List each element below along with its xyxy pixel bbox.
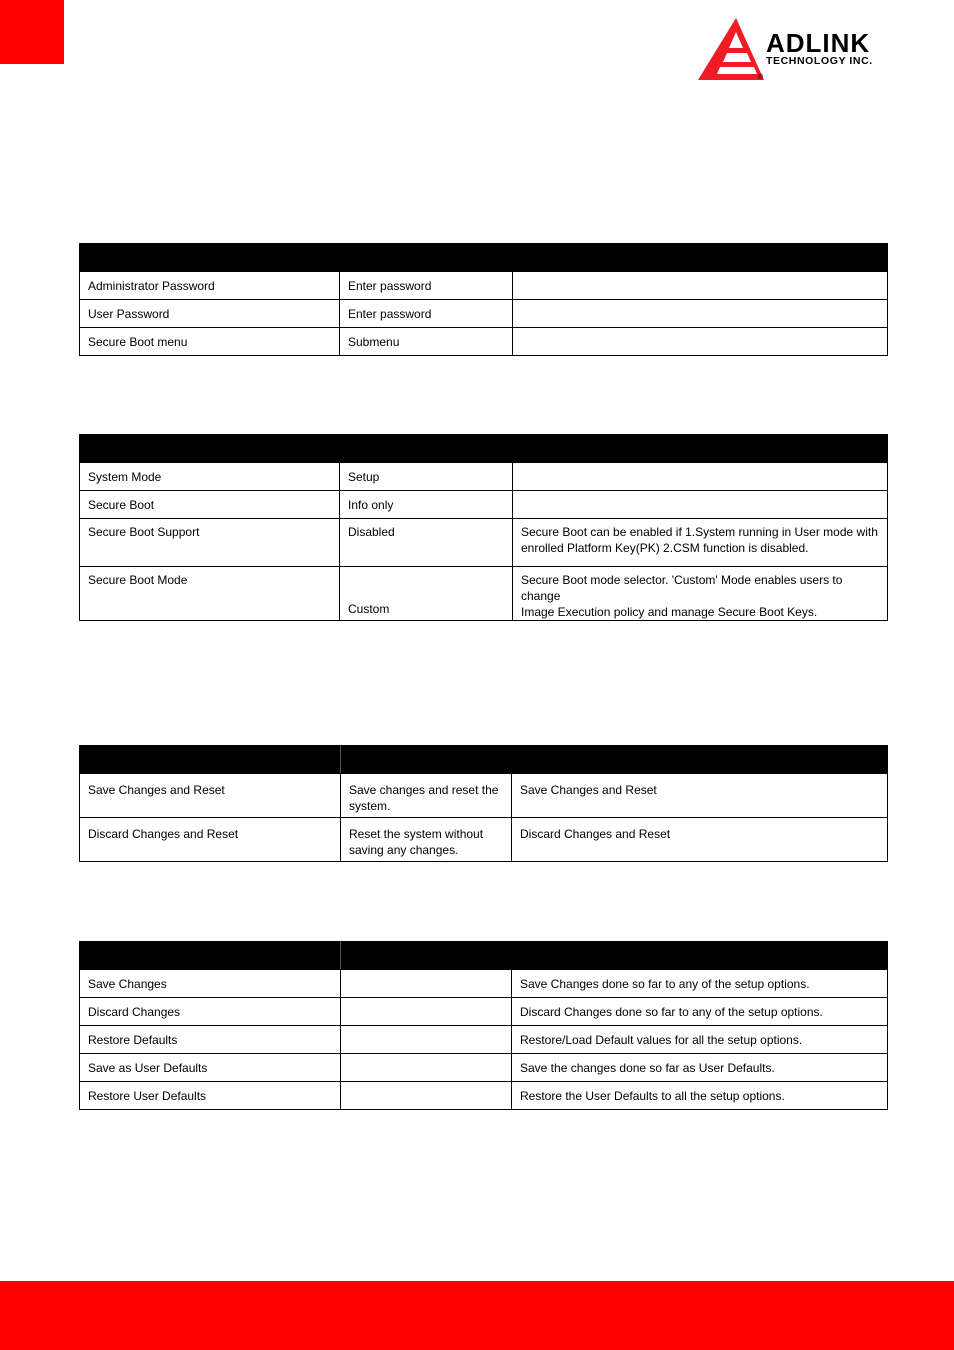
description-cell: Restore/Load Default values for all the setup options. [512, 1026, 888, 1054]
table-header [80, 746, 341, 774]
item-cell: Secure Boot Mode [80, 567, 340, 621]
table-row [80, 998, 888, 1026]
secure-boot-table [79, 434, 888, 621]
option-cell: Info only [340, 491, 513, 519]
description-cell [513, 300, 888, 328]
header-red-block [0, 0, 64, 64]
adlink-logo [696, 18, 908, 84]
table-row [80, 463, 888, 491]
option-cell: Enter password [340, 272, 513, 300]
description-cell: Restore the User Defaults to all the setup options. [512, 1082, 888, 1110]
option-cell [341, 818, 512, 862]
option-cell [341, 998, 512, 1026]
brand-tagline: TECHNOLOGY INC. [766, 55, 873, 67]
save-reset-table [79, 745, 888, 862]
table-row [80, 818, 888, 862]
table-row [80, 1054, 888, 1082]
item-cell: Administrator Password [80, 272, 340, 300]
option-cell [341, 774, 512, 818]
table-row [80, 300, 888, 328]
option-cell [341, 1054, 512, 1082]
table-row [80, 328, 888, 356]
table-header [80, 435, 888, 463]
item-cell: Secure Boot menu [80, 328, 340, 356]
item-cell: User Password [80, 300, 340, 328]
description-cell [513, 463, 888, 491]
security-table [79, 243, 888, 356]
option-line: system. [349, 799, 391, 813]
save-options-table [79, 941, 888, 1110]
item-cell: System Mode [80, 463, 340, 491]
table-header [80, 942, 341, 970]
brand-name: ADLINK [766, 28, 871, 58]
option-cell [341, 1082, 512, 1110]
item-cell: Save as User Defaults [80, 1054, 341, 1082]
option-line: Reset the system without [349, 827, 484, 841]
registered-mark: ® [758, 74, 764, 81]
table-row [80, 1026, 888, 1054]
table-row [80, 1082, 888, 1110]
option-cell: Disabled [340, 519, 513, 567]
table-header-row [80, 942, 888, 970]
table-row [80, 567, 888, 621]
table-header-row [80, 746, 888, 774]
description-cell: Discard Changes and Reset [512, 818, 888, 862]
item-cell: Restore User Defaults [80, 1082, 341, 1110]
option-cell: Setup [340, 463, 513, 491]
table-header [80, 244, 888, 272]
option-line: Save changes and reset the [349, 783, 499, 797]
adlink-triangle-icon [696, 18, 766, 84]
item-cell: Save Changes [80, 970, 341, 998]
item-cell: Discard Changes and Reset [80, 818, 341, 862]
option-cell [341, 1026, 512, 1054]
option-cell [341, 970, 512, 998]
description-cell [513, 491, 888, 519]
item-cell: Restore Defaults [80, 1026, 341, 1054]
description-line: Secure Boot can be enabled if 1.System running in User mode with [521, 525, 878, 539]
table-header-row [80, 435, 888, 463]
footer-red-bar [0, 1281, 954, 1350]
table-row [80, 970, 888, 998]
description-cell: Save the changes done so far as User Defaults. [512, 1054, 888, 1082]
table-row [80, 774, 888, 818]
option-cell: Submenu [340, 328, 513, 356]
table-row [80, 272, 888, 300]
description-cell: Save Changes done so far to any of the setup options. [512, 970, 888, 998]
description-cell [513, 272, 888, 300]
description-cell [513, 567, 888, 621]
item-cell: Secure Boot Support [80, 519, 340, 567]
description-cell: Save Changes and Reset [512, 774, 888, 818]
description-line: Secure Boot mode selector. 'Custom' Mode enables users to change [521, 573, 843, 603]
option-cell: Custom [340, 567, 513, 621]
description-cell [513, 328, 888, 356]
option-cell: Enter password [340, 300, 513, 328]
description-cell [513, 519, 888, 567]
item-cell: Save Changes and Reset [80, 774, 341, 818]
table-row [80, 519, 888, 567]
table-header-row [80, 244, 888, 272]
item-cell: Secure Boot [80, 491, 340, 519]
description-cell: Discard Changes done so far to any of the setup options. [512, 998, 888, 1026]
item-cell: Discard Changes [80, 998, 341, 1026]
table-header [341, 942, 888, 970]
table-row [80, 491, 888, 519]
description-line: Image Execution policy and manage Secure Boot Keys. [521, 605, 818, 619]
description-line: enrolled Platform Key(PK) 2.CSM function is disabled. [521, 541, 809, 555]
option-line: saving any changes. [349, 843, 459, 857]
table-header [341, 746, 888, 774]
